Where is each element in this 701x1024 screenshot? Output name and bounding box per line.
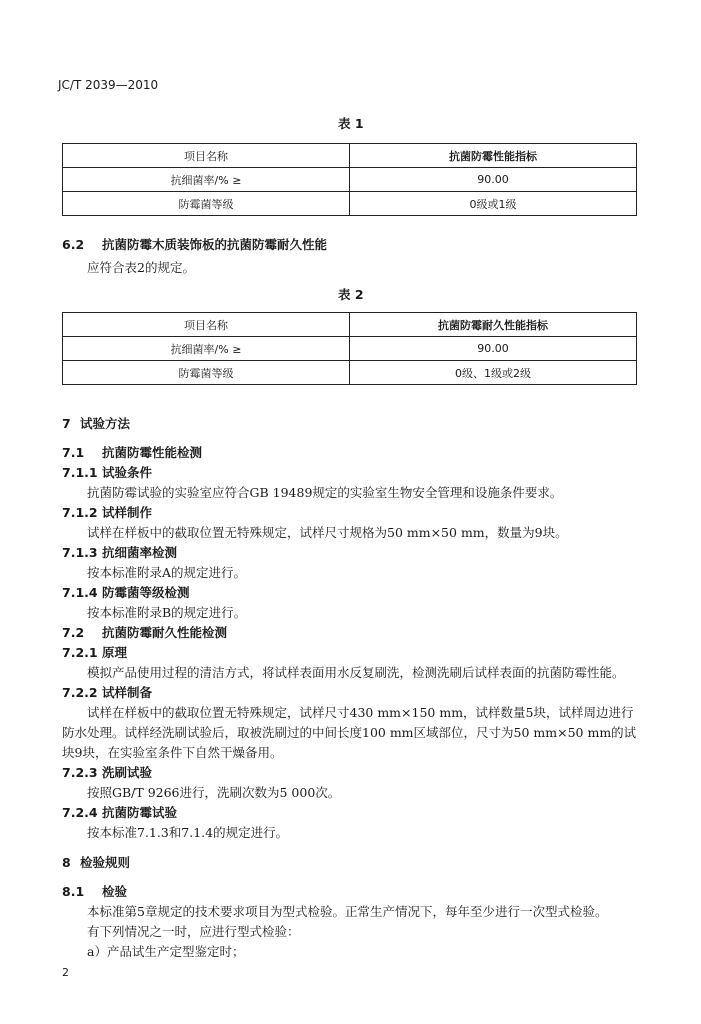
section-number: 8	[62, 855, 71, 870]
section-7-2-2-text-line: 块9块，在实验室条件下自然干燥备用。	[62, 745, 283, 760]
table-header-row	[63, 313, 637, 337]
section-title: 抗菌防霉试验	[102, 805, 178, 820]
table-header-cell: 抗菌防霉性能指标	[350, 144, 637, 168]
section-title: 抗菌防霉木质装饰板的抗菌防霉耐久性能	[102, 237, 328, 252]
section-number: 7.2.2	[62, 685, 98, 700]
section-7-2-2-text-line: 试样在样板中的截取位置无特殊规定，试样尺寸430 mm×150 mm，试样数量5块，试样周边进行	[87, 705, 634, 720]
section-title: 试验方法	[80, 416, 131, 431]
section-7-2-2-heading	[62, 683, 152, 701]
section-7-1-3-text: 按本标准附录A的规定进行。	[87, 565, 247, 580]
section-title: 抗细菌率检测	[102, 545, 178, 560]
section-title: 抗菌防霉耐久性能检测	[102, 625, 228, 640]
table-row	[63, 168, 637, 192]
section-title: 试样制备	[102, 685, 153, 700]
section-7-2-4-text: 按本标准7.1.3和7.1.4的规定进行。	[87, 825, 289, 840]
section-number: 7.2	[62, 625, 85, 640]
section-title: 试验条件	[102, 465, 153, 480]
section-7-1-3-heading	[62, 543, 177, 561]
table-cell: 90.00	[350, 168, 637, 192]
table1	[62, 143, 637, 216]
table-row	[63, 337, 637, 361]
section-title: 检验	[102, 884, 128, 899]
table-row	[63, 361, 637, 385]
section-7-1-1-heading	[62, 463, 152, 481]
section-number: 7.1.2	[62, 505, 98, 520]
table2-caption: 表 2	[338, 287, 364, 302]
section-7-2-2-text-line: 防水处理。试样经洗刷试验后，取被洗刷过的中间长度100 mm区域部位，尺寸为50 mm×50 mm的试	[62, 725, 637, 740]
section-title: 检验规则	[80, 855, 131, 870]
section-7-1-1-text: 抗菌防霉试验的实验室应符合GB 19489规定的实验室生物安全管理和设施条件要求。	[87, 485, 563, 500]
table-cell: 抗细菌率/% ≥	[63, 337, 350, 361]
page-number: 2	[62, 966, 69, 979]
section-number: 7.1	[62, 445, 85, 460]
table-header-cell: 抗菌防霉耐久性能指标	[350, 313, 637, 337]
section-title: 防霉菌等级检测	[102, 585, 190, 600]
section-8-1-text-line: 有下列情况之一时，应进行型式检验：	[87, 924, 300, 939]
section-title: 原理	[102, 645, 128, 660]
section-7-2-heading	[62, 623, 227, 641]
section-6-2-text: 应符合表2的规定。	[87, 260, 195, 275]
table-cell: 0级、1级或2级	[350, 361, 637, 385]
section-7-1-2-heading	[62, 503, 152, 521]
section-number: 7.2.4	[62, 805, 98, 820]
section-number: 7.1.1	[62, 465, 98, 480]
table-row	[63, 192, 637, 216]
table-header-cell: 项目名称	[63, 313, 350, 337]
table-cell: 防霉菌等级	[63, 361, 350, 385]
section-7-heading	[62, 414, 130, 432]
document-code: JC/T 2039—2010	[58, 78, 159, 92]
section-7-2-1-text: 模拟产品使用过程的清洁方式，将试样表面用水反复刷洗，检测洗刷后试样表面的抗菌防霉性能。	[87, 665, 625, 680]
table1-caption: 表 1	[338, 116, 364, 131]
section-8-1-text-line: a）产品试生产定型鉴定时；	[87, 944, 245, 959]
section-number: 7.2.3	[62, 765, 98, 780]
section-number: 7.1.4	[62, 585, 98, 600]
section-8-1-text-line: 本标准第5章规定的技术要求项目为型式检验。正常生产情况下，每年至少进行一次型式检验。	[87, 904, 608, 919]
section-number: 7.1.3	[62, 545, 98, 560]
section-8-1-heading	[62, 882, 127, 900]
section-7-1-2-text: 试样在样板中的截取位置无特殊规定，试样尺寸规格为50 mm×50 mm，数量为9块。	[87, 525, 568, 540]
table2	[62, 312, 637, 385]
section-number: 6.2	[62, 237, 85, 252]
section-number: 8.1	[62, 884, 85, 899]
section-number: 7	[62, 416, 71, 431]
table-cell: 0级或1级	[350, 192, 637, 216]
section-7-1-4-text: 按本标准附录B的规定进行。	[87, 605, 247, 620]
section-title: 洗刷试验	[102, 765, 153, 780]
section-6-2-heading	[62, 235, 327, 253]
section-number: 7.2.1	[62, 645, 98, 660]
section-title: 试样制作	[102, 505, 153, 520]
table-header-row	[63, 144, 637, 168]
section-7-2-3-text: 按照GB/T 9266进行，洗刷次数为5 000次。	[87, 785, 341, 800]
section-title: 抗菌防霉性能检测	[102, 445, 203, 460]
section-7-2-1-heading	[62, 643, 127, 661]
section-7-2-4-heading	[62, 803, 177, 821]
table-cell: 90.00	[350, 337, 637, 361]
section-7-1-heading	[62, 443, 202, 461]
section-7-2-3-heading	[62, 763, 152, 781]
table-cell: 抗细菌率/% ≥	[63, 168, 350, 192]
section-7-1-4-heading	[62, 583, 190, 601]
table-header-cell: 项目名称	[63, 144, 350, 168]
table-cell: 防霉菌等级	[63, 192, 350, 216]
section-8-heading	[62, 853, 130, 871]
